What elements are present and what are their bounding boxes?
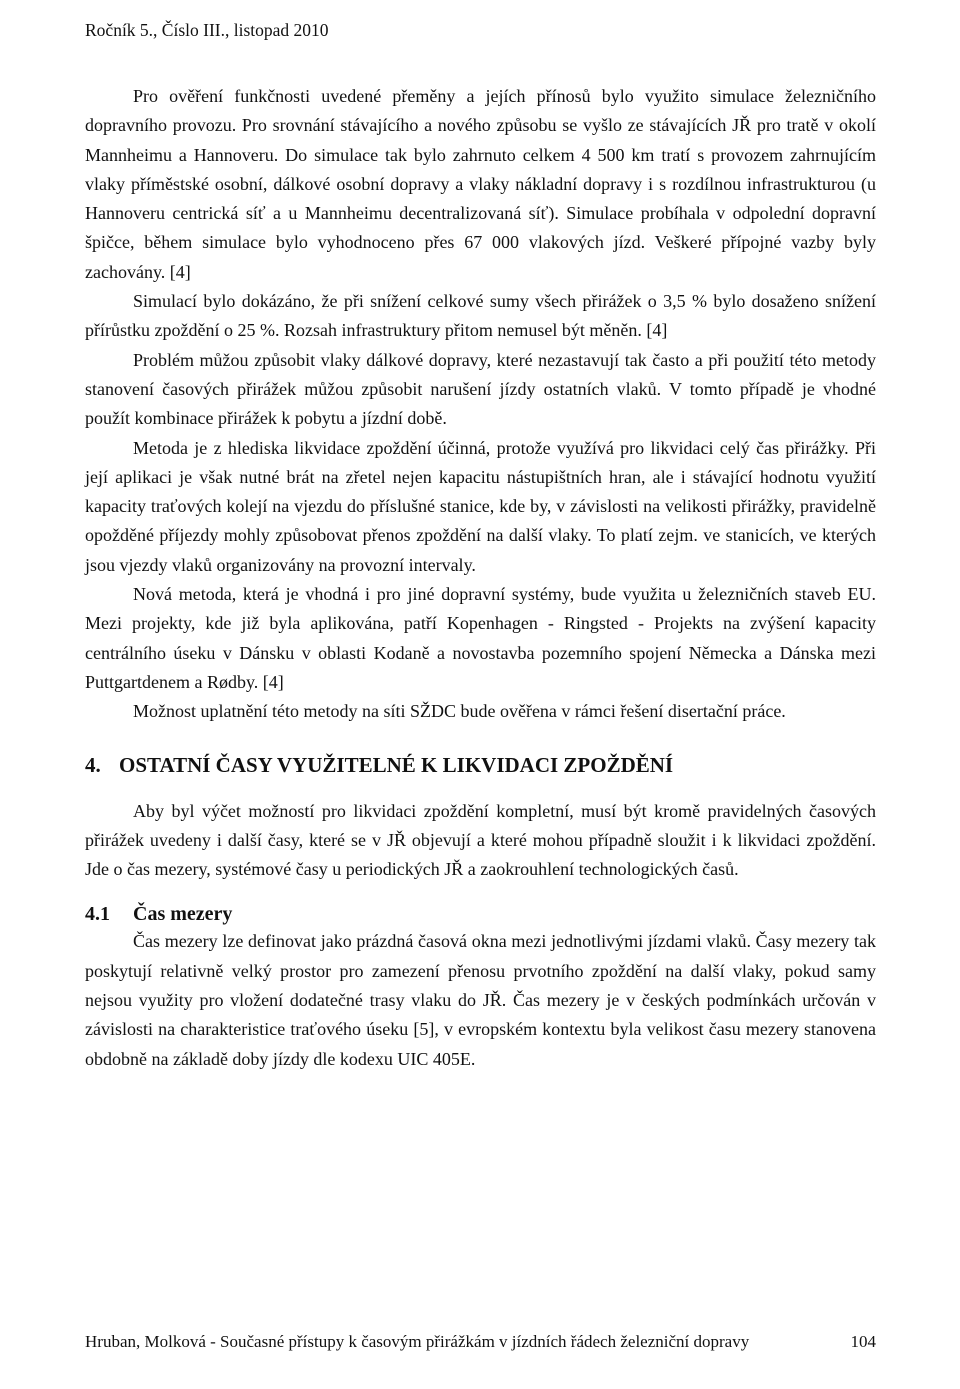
body-paragraph: Problém můžou způsobit vlaky dálkové dopravy, které nezastavují tak často a při použití této metody stanovení časových přirážek můžou způsobit narušení jízdy ostatních vlaků. V tomto případě je vhodné použít kombinace přirážek k pobytu a jízdní době. bbox=[85, 349, 876, 429]
section-number: 4. bbox=[85, 752, 101, 777]
subsection-heading bbox=[85, 901, 876, 927]
subsection-title: Čas mezery bbox=[133, 903, 233, 926]
subsection-paragraph: Čas mezery lze definovat jako prázdná časová okna mezi jednotlivými jízdami vlaků. Časy mezery tak poskytují relativně velký prostor pro zamezení přenosu prvotního zpoždění na další vlaky, pokud samy nejsou využity pro vložení dodatečné trasy vlaku do JŘ. Čas mezery je v českých podmínkách určován v závislosti na charakteristice traťového úseku [5], v evropském kontextu byla velikost času mezery stanovena obdobně na základě doby jízdy dle kodexu UIC 405E. bbox=[85, 931, 876, 1069]
section-heading bbox=[85, 752, 876, 778]
subsection-number: 4.1 bbox=[85, 903, 110, 926]
body-paragraph: Pro ověření funkčnosti uvedené přeměny a jejích přínosů bylo využito simulace železničního dopravního provozu. Pro srovnání stávajícího a nového způsobu se vyšlo ze stávajících JŘ pro tratě v okolí Mannheimu a Hannoveru. Do simulace tak bylo zahrnuto celkem 4 500 km tratí s provozem zahrnujícím vlaky příměstské osobní, dálkové osobní dopravy a vlaky nákladní dopravy i s rozdílnou infrastrukturou (u Hannoveru centrická síť a u Mannheimu decentralizovaná síť). Simulace probíhala v odpolední dopravní špičce, během simulace bylo vyhodnoceno přes 67 000 vlakových jízd. Veškeré přípojné vazby byly zachovány. [4] bbox=[85, 86, 876, 282]
section-paragraph: Aby byl výčet možností pro likvidaci zpoždění kompletní, musí být kromě pravidelných časových přirážek uvedeny i další časy, které se v JŘ objevují a které mohou případně sloužit i k likvidaci zpoždění. Jde o čas mezery, systémové časy u periodických JŘ a zaokrouhlení technologických časů. bbox=[85, 800, 876, 880]
page-body bbox=[85, 82, 876, 1074]
body-paragraph: Metoda je z hlediska likvidace zpoždění účinná, protože využívá pro likvidaci celý čas přirážky. Při její aplikaci je však nutné brát na zřetel nejen kapacitu nástupištních hran, ale i stávající hodnotu využití kapacity traťových kolejí na vjezdu do příslušné stanice, kde by, v závislosti na velikosti přirážky, pravidelně opožděné příjezdy mohly způsobovat přenos zpoždění na další vlaky. To platí zejm. ve stanicích, ve kterých jsou vjezdy vlaků organizovány na provozní intervaly. bbox=[85, 437, 876, 575]
section-title: OSTATNÍ ČASY VYUŽITELNÉ K LIKVIDACI ZPOŽDĚNÍ bbox=[119, 752, 674, 777]
page-number: 104 bbox=[850, 1332, 876, 1351]
body-paragraph: Možnost uplatnění této metody na síti SŽDC bude ověřena v rámci řešení disertační práce. bbox=[133, 701, 786, 722]
running-header: Ročník 5., Číslo III., listopad 2010 bbox=[85, 20, 329, 40]
body-paragraph: Simulací bylo dokázáno, že při snížení celkové sumy všech přirážek o 3,5 % bylo dosaženo snížení přírůstku zpoždění o 25 %. Rozsah infrastruktury přitom nemusel být měněn. [4] bbox=[85, 291, 876, 341]
footer-title: Hruban, Molková - Současné přístupy k časovým přirážkám v jízdních řádech železniční dopravy bbox=[85, 1332, 750, 1351]
body-paragraph: Nová metoda, která je vhodná i pro jiné dopravní systémy, bude využita u železničních staveb EU. Mezi projekty, kde již byla aplikována, patří Kopenhagen - Ringsted - Projekts na zvýšení kapacity centrálního úseku v Dánsku v oblasti Kodaně a novostavba pozemního spojení Německa a Dánska mezi Puttgartdenem a Rødby. [4] bbox=[85, 584, 876, 692]
page-footer bbox=[85, 1330, 876, 1354]
